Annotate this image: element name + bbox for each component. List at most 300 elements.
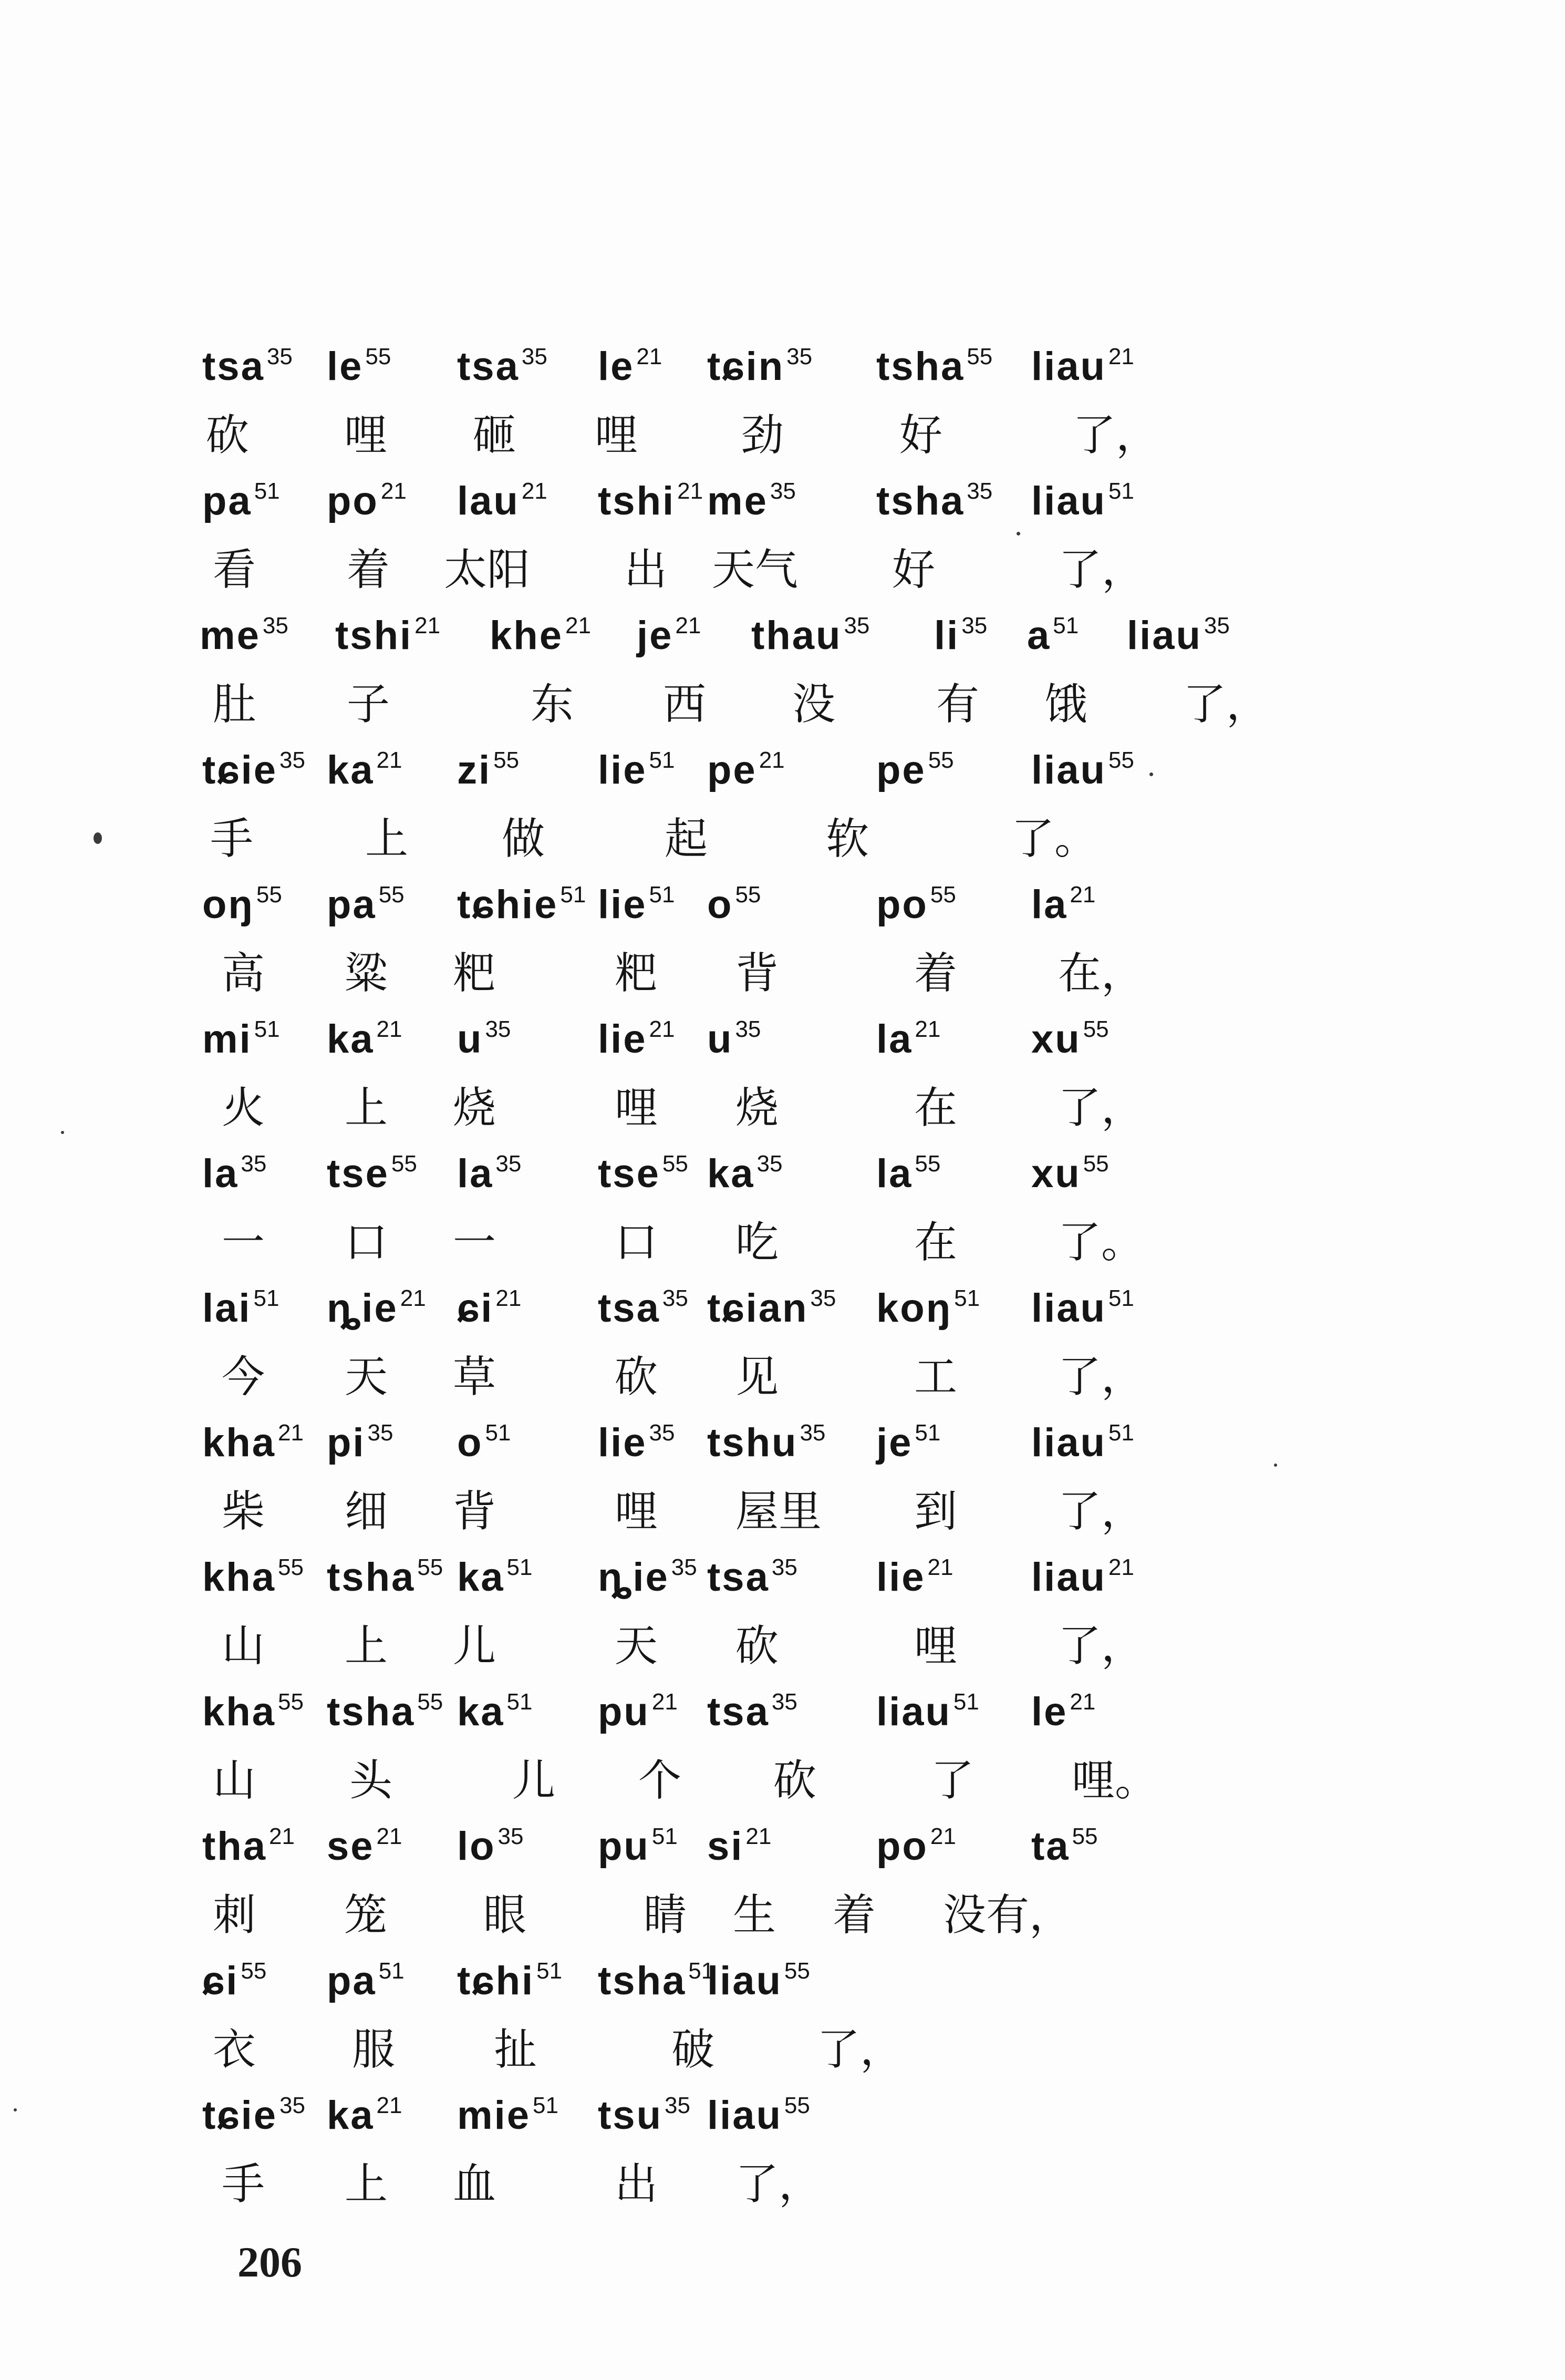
gloss-text: 儿 <box>453 1621 496 1671</box>
syllable-text: lo <box>457 1824 496 1869</box>
tone-number: 55 <box>365 344 391 369</box>
gloss-word <box>936 679 980 729</box>
syllable <box>327 2093 402 2138</box>
syllable <box>1031 344 1134 389</box>
tone-number: 51 <box>536 1958 563 1984</box>
gloss-text: 到 <box>914 1487 958 1537</box>
syllable-text: ɕi <box>457 1286 494 1331</box>
gloss-word <box>615 1218 658 1268</box>
syllable <box>598 2093 690 2138</box>
syllable <box>457 1016 511 1062</box>
gloss-text: 了， <box>1058 1621 1145 1671</box>
gloss-text: 起 <box>665 814 708 864</box>
syllable <box>1031 882 1096 927</box>
syllable-text: lai <box>202 1286 252 1331</box>
tone-number: 51 <box>532 2093 558 2118</box>
syllable-text: tsu <box>598 2093 662 2138</box>
gloss-text: 粱 <box>345 949 388 998</box>
gloss-word <box>1073 410 1159 460</box>
syllable <box>1031 1823 1098 1869</box>
syllable <box>327 1689 443 1734</box>
syllable <box>707 344 813 389</box>
romanization-line <box>0 1420 1565 1491</box>
tone-number: 51 <box>649 747 675 773</box>
tone-number: 55 <box>1083 1016 1109 1042</box>
syllable-text: liau <box>876 1689 951 1734</box>
gloss-word <box>663 679 707 729</box>
gloss-word <box>213 2025 256 2075</box>
syllable <box>1127 613 1230 658</box>
syllable <box>202 1554 304 1600</box>
syllable-text: mie <box>457 2093 531 2138</box>
tone-number: 21 <box>376 1016 402 1042</box>
syllable-text: a <box>1027 613 1051 658</box>
gloss-text: 高 <box>222 949 265 998</box>
syllable <box>1031 1554 1134 1600</box>
gloss-text: 火 <box>222 1083 265 1133</box>
gloss-word <box>352 2025 396 2075</box>
chinese-gloss-line <box>0 949 1565 1021</box>
tone-number: 21 <box>376 747 402 773</box>
syllable-text: le <box>327 344 364 389</box>
gloss-word <box>210 814 254 864</box>
tone-number: 21 <box>675 613 701 638</box>
tone-number: 21 <box>651 1689 678 1715</box>
syllable-text: ka <box>327 2093 375 2138</box>
gloss-word <box>665 814 708 864</box>
syllable-text: lie <box>876 1555 926 1600</box>
syllable-text: pa <box>202 479 252 523</box>
syllable-text: pu <box>598 1689 650 1734</box>
syllable-text: tsha <box>876 344 965 389</box>
tone-number: 35 <box>485 1016 511 1042</box>
gloss-text: 了， <box>817 2025 904 2075</box>
tone-number: 35 <box>844 613 870 638</box>
syllable-text: ka <box>457 1689 505 1734</box>
tone-number: 21 <box>1108 344 1134 369</box>
gloss-word <box>502 814 545 864</box>
syllable <box>1031 1285 1134 1331</box>
tone-number: 51 <box>1108 1420 1134 1446</box>
tone-number: 55 <box>928 747 954 773</box>
syllable-text: ka <box>327 748 375 792</box>
syllable-text: lau <box>457 479 520 523</box>
tone-number: 21 <box>380 478 407 504</box>
syllable <box>202 747 305 792</box>
page-number: 206 <box>237 2238 302 2286</box>
gloss-text: 子 <box>347 679 390 729</box>
gloss-word <box>914 949 958 998</box>
gloss-word <box>615 1352 658 1402</box>
syllable-text: kha <box>202 1420 276 1465</box>
tone-number: 51 <box>1053 613 1079 638</box>
syllable-text: xu <box>1031 1151 1081 1196</box>
tone-number: 55 <box>662 1151 688 1177</box>
gloss-text: 屋里 <box>735 1487 822 1537</box>
gloss-text: 哩 <box>595 410 638 460</box>
syllable <box>327 1285 426 1331</box>
syllable <box>457 478 547 523</box>
gloss-text: 工 <box>914 1352 958 1402</box>
syllable <box>457 1823 524 1869</box>
syllable <box>876 747 954 792</box>
syllable <box>707 1554 797 1600</box>
tone-number: 35 <box>735 1016 761 1042</box>
romanization-line <box>0 1823 1565 1895</box>
syllable-text: tɕie <box>202 2093 277 2138</box>
gloss-text: 在 <box>914 1218 958 1268</box>
gloss-word <box>1059 545 1145 595</box>
gloss-text: 出 <box>615 2159 658 2209</box>
romanization-line <box>0 2093 1565 2164</box>
gloss-text: 了， <box>1073 410 1159 460</box>
gloss-text: 刺 <box>213 1890 256 1940</box>
syllable <box>457 1420 511 1465</box>
gloss-text: 哩 <box>615 1487 658 1537</box>
gloss-word <box>222 1487 265 1537</box>
gloss-text: 了， <box>1058 1083 1145 1133</box>
chinese-gloss-line <box>0 1218 1565 1290</box>
ink-speck <box>1274 1464 1277 1467</box>
syllable <box>457 1285 522 1331</box>
gloss-word <box>512 1756 556 1806</box>
syllable <box>1031 478 1134 523</box>
gloss-word <box>1058 1621 1145 1671</box>
tone-number: 35 <box>279 2093 305 2118</box>
tone-number: 51 <box>651 1823 678 1849</box>
gloss-word <box>222 1218 265 1268</box>
tone-number: 35 <box>961 613 988 638</box>
tone-number: 51 <box>915 1420 941 1446</box>
gloss-text: 见 <box>735 1352 779 1402</box>
syllable-text: po <box>876 882 928 927</box>
gloss-word <box>914 1621 958 1671</box>
gloss-word <box>222 949 265 998</box>
gloss-text: 扯 <box>494 2025 537 2075</box>
tone-number: 35 <box>262 613 288 638</box>
gloss-word <box>615 1621 658 1671</box>
syllable <box>202 1958 267 2003</box>
tone-number: 35 <box>521 344 547 369</box>
gloss-word <box>624 545 668 595</box>
syllable <box>202 2093 305 2138</box>
gloss-word <box>453 1621 496 1671</box>
syllable <box>1031 747 1134 792</box>
gloss-word <box>444 545 531 595</box>
gloss-word <box>206 410 250 460</box>
tone-number: 35 <box>367 1420 393 1446</box>
syllable <box>327 478 407 523</box>
tone-number: 51 <box>253 1285 279 1311</box>
syllable-text: po <box>327 479 379 523</box>
gloss-text: 砍 <box>615 1352 658 1402</box>
syllable-text: mi <box>202 1017 252 1062</box>
syllable-text: tɕhie <box>457 882 558 927</box>
syllable-text: po <box>876 1824 928 1869</box>
gloss-word <box>615 2159 658 2209</box>
tone-number: 21 <box>649 1016 675 1042</box>
gloss-word <box>365 814 409 864</box>
syllable <box>327 344 391 389</box>
syllable <box>876 1689 979 1734</box>
gloss-text: 今 <box>222 1352 265 1402</box>
syllable <box>707 882 761 927</box>
gloss-word <box>453 1083 496 1133</box>
gloss-word <box>595 410 638 460</box>
tone-number: 55 <box>735 882 761 908</box>
tone-number: 21 <box>521 478 547 504</box>
gloss-word <box>483 1890 527 1940</box>
gloss-word <box>735 1218 779 1268</box>
tone-number: 51 <box>560 882 586 908</box>
gloss-word <box>345 1083 388 1133</box>
chinese-gloss-line <box>0 1487 1565 1559</box>
gloss-text: 砍 <box>773 1756 817 1806</box>
syllable <box>876 882 956 927</box>
ink-speck <box>94 832 102 844</box>
gloss-word <box>735 1352 779 1402</box>
syllable <box>202 1151 267 1196</box>
tone-number: 21 <box>269 1823 295 1849</box>
tone-number: 35 <box>649 1420 675 1446</box>
gloss-text: 背 <box>453 1487 496 1537</box>
syllable <box>637 613 701 658</box>
gloss-word <box>213 1756 256 1806</box>
romanization-line <box>0 344 1565 415</box>
tone-number: 21 <box>495 1285 522 1311</box>
gloss-word <box>792 679 836 729</box>
tone-number: 35 <box>967 478 993 504</box>
gloss-text: 天气 <box>712 545 799 595</box>
gloss-word <box>494 2025 537 2075</box>
tone-number: 21 <box>759 747 785 773</box>
gloss-word <box>943 1890 1073 1940</box>
gloss-word <box>453 949 496 998</box>
gloss-word <box>899 410 943 460</box>
gloss-text: 衣 <box>213 2025 256 2075</box>
gloss-word <box>345 1621 388 1671</box>
syllable <box>598 478 703 523</box>
syllable <box>1031 1151 1109 1196</box>
gloss-text: 上 <box>345 1083 388 1133</box>
ink-speck <box>14 2108 17 2111</box>
tone-number: 21 <box>1070 1689 1096 1715</box>
syllable <box>598 1689 678 1734</box>
tone-number: 55 <box>417 1554 443 1580</box>
gloss-text: 山 <box>222 1621 265 1671</box>
syllable-text: kha <box>202 1555 276 1600</box>
gloss-text: 天 <box>345 1352 388 1402</box>
tone-number: 55 <box>930 882 956 908</box>
gloss-text: 上 <box>345 2159 388 2209</box>
gloss-text: 细 <box>345 1487 388 1537</box>
gloss-word <box>712 545 799 595</box>
gloss-text: 饿 <box>1044 679 1088 729</box>
tone-number: 51 <box>254 1016 280 1042</box>
gloss-text: 了， <box>1059 545 1145 595</box>
tone-number: 55 <box>915 1151 941 1177</box>
romanization-line <box>0 613 1565 684</box>
gloss-text: 了。 <box>1011 814 1098 864</box>
syllable <box>876 1823 956 1869</box>
gloss-text: 睛 <box>644 1890 687 1940</box>
gloss-word <box>638 1756 682 1806</box>
tone-number: 55 <box>391 1151 417 1177</box>
romanization-line <box>0 478 1565 550</box>
tone-number: 51 <box>954 1285 980 1311</box>
syllable <box>327 747 402 792</box>
gloss-text: 柴 <box>222 1487 265 1537</box>
tone-number: 35 <box>241 1151 267 1177</box>
syllable <box>327 1823 402 1869</box>
syllable-text: la <box>876 1151 913 1196</box>
tone-number: 35 <box>756 1151 783 1177</box>
gloss-word <box>531 679 574 729</box>
chinese-gloss-line <box>0 814 1565 886</box>
syllable <box>202 1016 280 1062</box>
syllable-text: liau <box>1031 479 1106 523</box>
ink-speck <box>1017 532 1020 535</box>
syllable <box>876 344 993 389</box>
tone-number: 21 <box>915 1016 941 1042</box>
tone-number: 21 <box>414 613 441 638</box>
syllable <box>876 1554 953 1600</box>
gloss-word <box>349 1756 393 1806</box>
syllable-text: la <box>202 1151 239 1196</box>
syllable-text: tsha <box>598 1959 687 2003</box>
chinese-gloss-line <box>0 2159 1565 2231</box>
syllable <box>335 613 441 658</box>
gloss-word <box>833 1890 876 1940</box>
syllable <box>598 1554 697 1600</box>
chinese-gloss-line <box>0 545 1565 617</box>
syllable-text: ka <box>707 1151 755 1196</box>
syllable-text: ȵie <box>598 1555 669 1600</box>
gloss-word <box>347 545 390 595</box>
syllable <box>1031 1420 1134 1465</box>
chinese-gloss-line <box>0 1621 1565 1693</box>
syllable-text: tshu <box>707 1420 798 1465</box>
romanization-line <box>0 1689 1565 1760</box>
syllable-text: liau <box>1127 613 1202 658</box>
syllable <box>876 1420 941 1465</box>
syllable <box>707 1016 761 1062</box>
tone-number: 51 <box>688 1958 714 1984</box>
syllable-text: tɕhi <box>457 1959 535 2003</box>
syllable-text: me <box>200 613 261 658</box>
syllable-text: tse <box>598 1151 660 1196</box>
syllable-text: lie <box>598 1420 647 1465</box>
syllable <box>934 613 988 658</box>
gloss-text: 背 <box>735 949 779 998</box>
gloss-word <box>213 545 256 595</box>
gloss-text: 劲 <box>741 410 784 460</box>
gloss-text: 着 <box>914 949 958 998</box>
tone-number: 51 <box>378 1958 405 1984</box>
syllable-text: ka <box>327 1017 375 1062</box>
syllable-text: pe <box>876 748 926 792</box>
gloss-text: 哩。 <box>1072 1756 1158 1806</box>
gloss-word <box>345 1218 388 1268</box>
syllable <box>202 478 280 523</box>
gloss-word <box>671 2025 715 2075</box>
syllable <box>327 1016 402 1062</box>
syllable-text: pu <box>598 1824 650 1869</box>
gloss-text: 砸 <box>473 410 516 460</box>
gloss-text: 哩 <box>344 410 388 460</box>
gloss-text: 粑 <box>615 949 658 998</box>
gloss-word <box>1058 1218 1145 1268</box>
gloss-text: 口 <box>345 1218 388 1268</box>
gloss-text: 没有， <box>943 1890 1073 1940</box>
syllable <box>876 1016 941 1062</box>
ink-speck <box>61 1131 64 1134</box>
tone-number: 35 <box>665 2093 690 2118</box>
tone-number: 51 <box>485 1420 511 1446</box>
syllable-text: liau <box>1031 1420 1106 1465</box>
gloss-word <box>473 410 516 460</box>
syllable-text: pa <box>327 1959 377 2003</box>
chinese-gloss-line <box>0 1083 1565 1155</box>
gloss-text: 东 <box>531 679 574 729</box>
syllable-text: koŋ <box>876 1286 952 1331</box>
syllable <box>707 747 785 792</box>
syllable <box>202 1420 304 1465</box>
syllable <box>876 1151 941 1196</box>
tone-number: 21 <box>400 1285 426 1311</box>
syllable-text: liau <box>1031 1286 1106 1331</box>
syllable <box>876 478 993 523</box>
gloss-word <box>1058 949 1145 998</box>
chinese-gloss-line <box>0 1352 1565 1424</box>
gloss-text: 烧 <box>735 1083 779 1133</box>
tone-number: 55 <box>1108 747 1134 773</box>
syllable <box>598 1016 675 1062</box>
syllable <box>598 1420 675 1465</box>
tone-number: 55 <box>256 882 282 908</box>
tone-number: 35 <box>771 1689 797 1715</box>
tone-number: 35 <box>1204 613 1230 638</box>
syllable <box>202 1823 295 1869</box>
tone-number: 21 <box>745 1823 772 1849</box>
syllable <box>457 1554 533 1600</box>
gloss-text: 没 <box>792 679 836 729</box>
gloss-word <box>453 2159 496 2209</box>
gloss-text: 眼 <box>483 1890 527 1940</box>
gloss-word <box>914 1218 958 1268</box>
chinese-gloss-line <box>0 2025 1565 2097</box>
ink-speck <box>1149 772 1153 776</box>
syllable-text: la <box>1031 882 1068 927</box>
syllable <box>327 882 405 927</box>
chinese-gloss-line <box>0 679 1565 751</box>
gloss-word <box>222 1352 265 1402</box>
gloss-text: 血 <box>453 2159 496 2209</box>
tone-number: 21 <box>1070 882 1096 908</box>
tone-number: 35 <box>671 1554 697 1580</box>
gloss-text: 手 <box>222 2159 265 2209</box>
gloss-word <box>344 410 388 460</box>
syllable-text: tha <box>202 1824 267 1869</box>
syllable-text: tɕie <box>202 748 277 792</box>
syllable-text: pi <box>327 1420 366 1465</box>
gloss-word <box>1183 679 1270 729</box>
gloss-text: 服 <box>352 2025 396 2075</box>
syllable <box>457 1689 533 1734</box>
romanization-line <box>0 882 1565 953</box>
syllable <box>457 344 547 389</box>
tone-number: 21 <box>927 1554 953 1580</box>
